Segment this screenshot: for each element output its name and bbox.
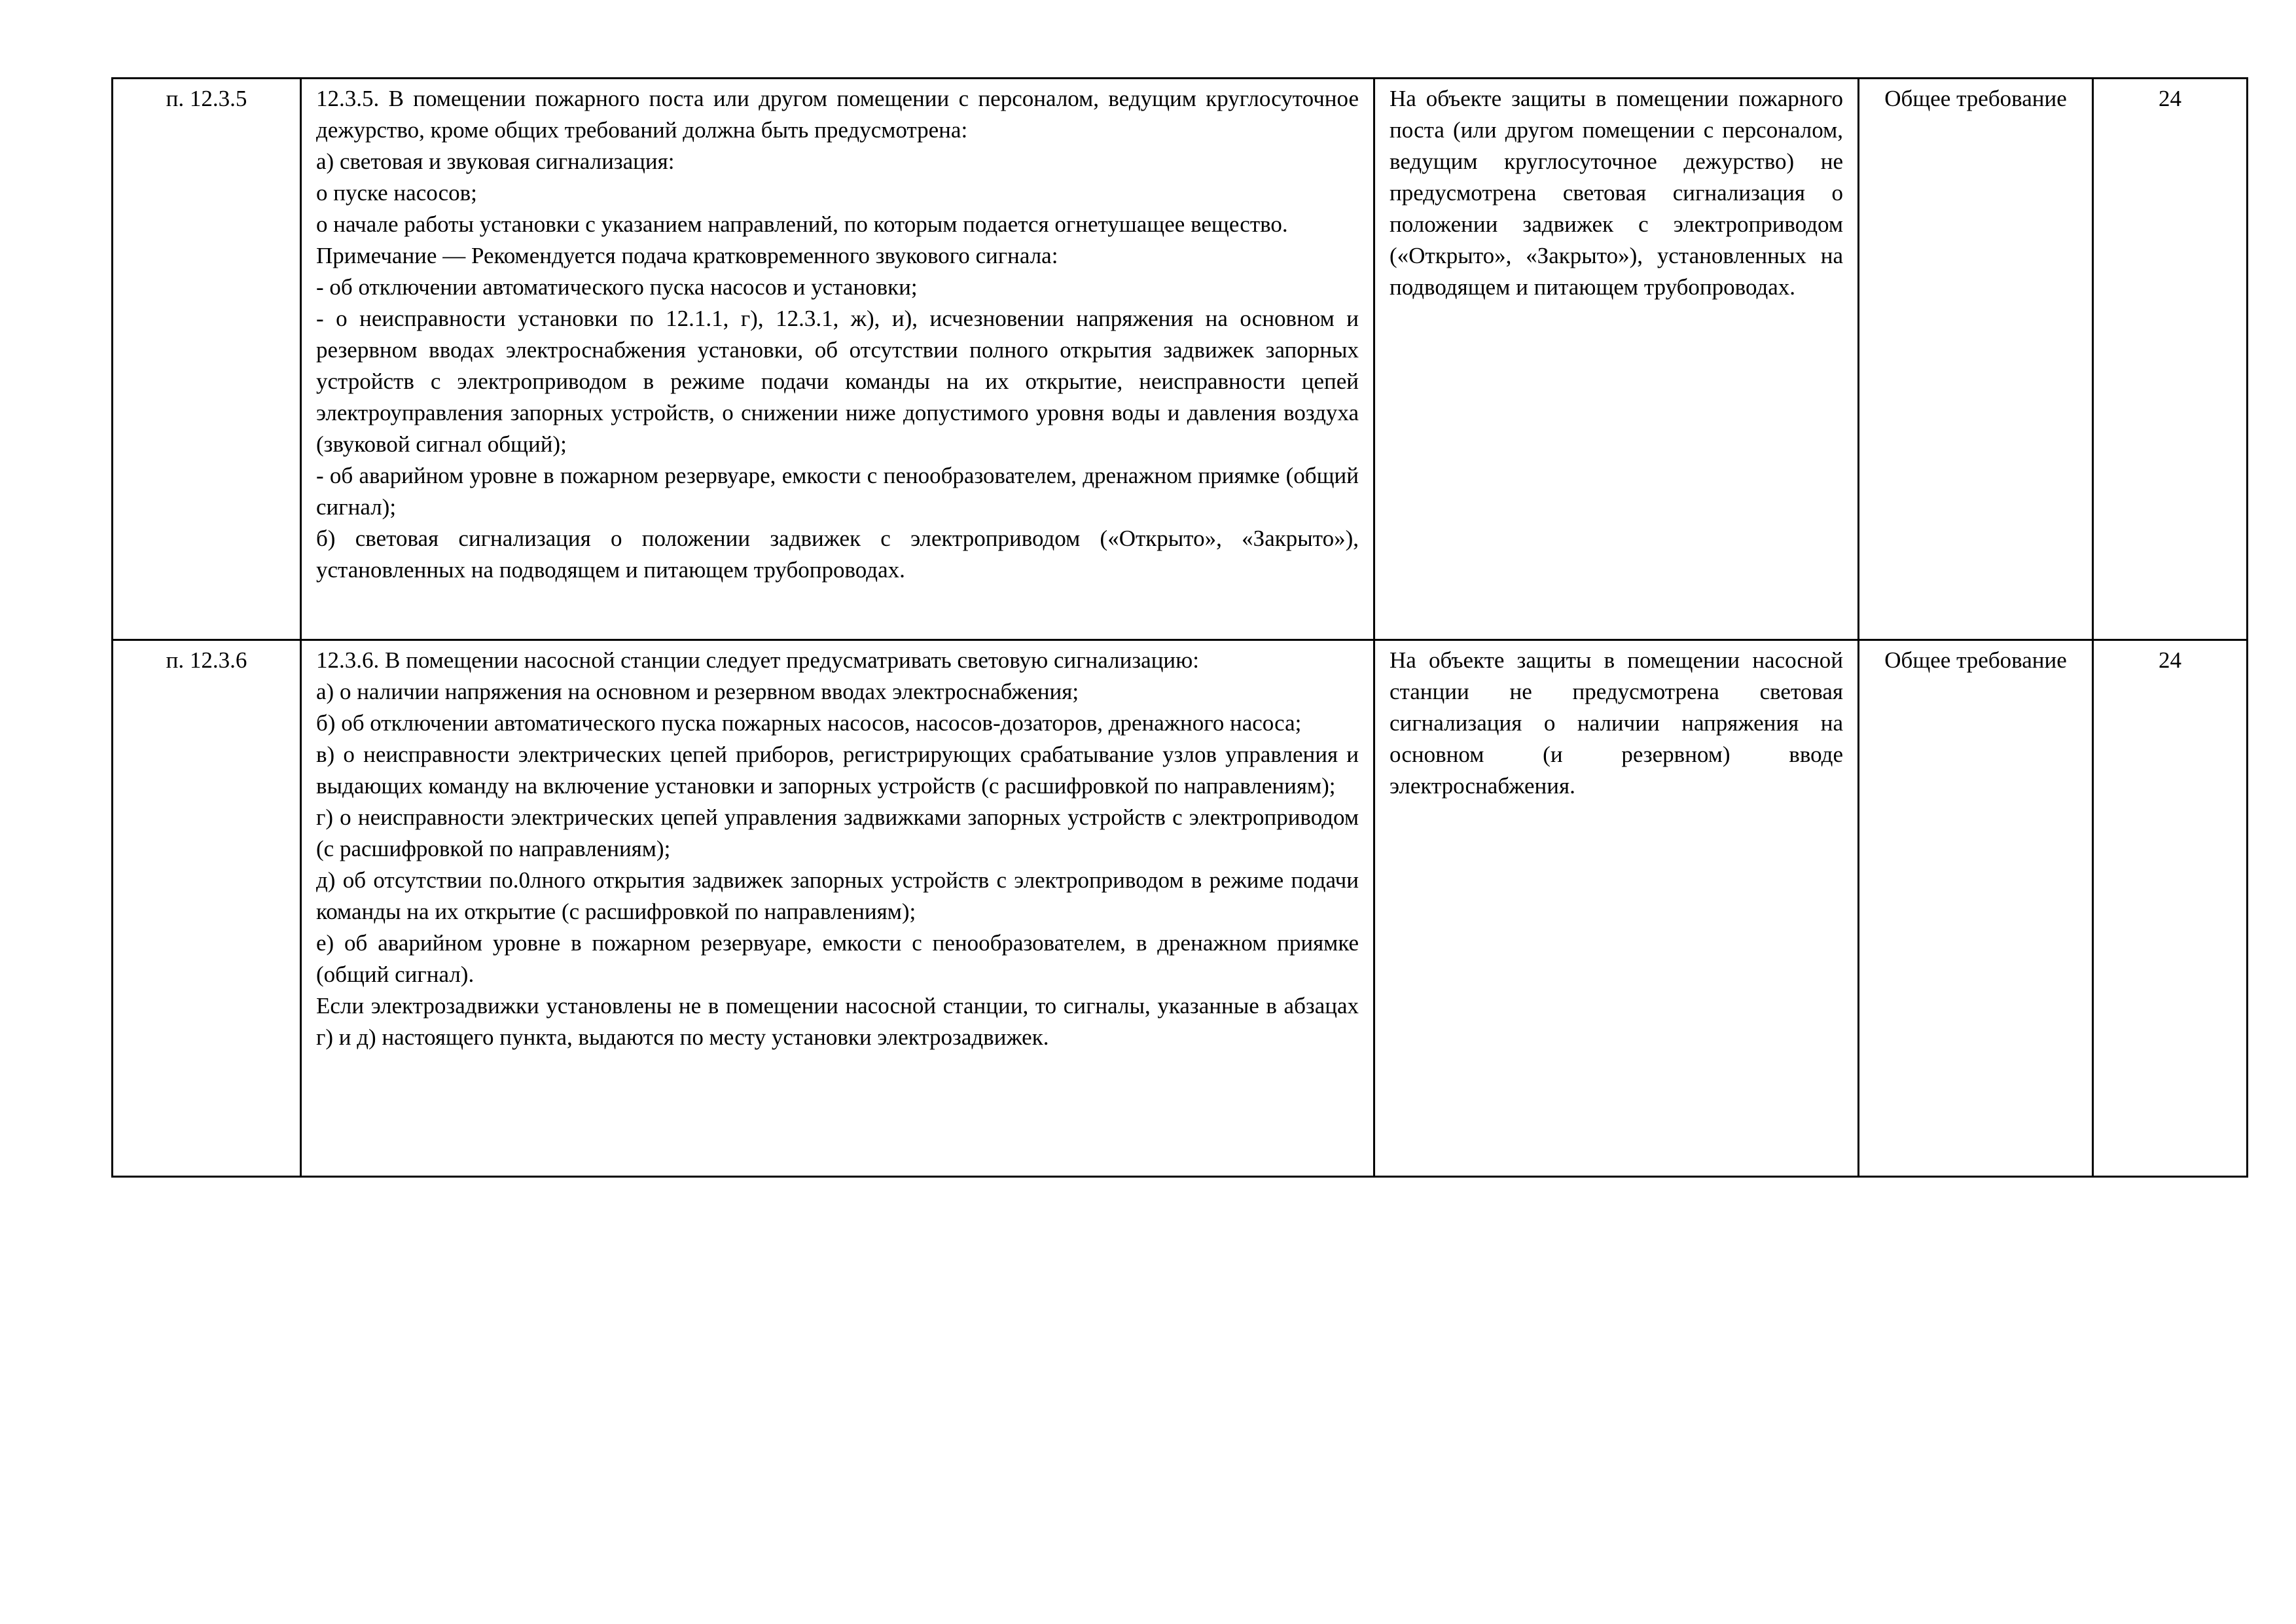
requirement-type: Общее требование [1884,647,2067,673]
type-cell [1859,640,2093,1177]
requirement-cell [301,79,1374,640]
violation-text: На объекте защиты в помещении насосной станции не предусмотрена световая сигнализация о наличии напряжения на основном (и резервном) вводе электроснабжения. [1390,647,1843,799]
table-row [113,640,2248,1177]
requirement-text: б) об отключении автоматического пуска пожарных насосов, насосов-дозаторов, дренажного насоса; [316,710,1302,736]
requirement-text: - о неисправности установки по 12.1.1, г), 12.3.1, ж), и), исчезновении напряжения на основном и резервном вводах электроснабжения установки, об отсутствии полного открытия задвижек запорных устройств с электроприводом в режиме подачи команды на их открытие, неисправности цепей электроуправления запорных устройств, о снижении ниже допустимого уровня воды и давления воздуха (звуковой сигнал общий); [316,306,1359,457]
requirement-text: о пуске насосов; [316,180,477,206]
requirement-text: - об отключении автоматического пуска насосов и установки; [316,274,918,300]
number-cell [2093,640,2248,1177]
requirement-text: 12.3.5. В помещении пожарного поста или другом помещении с персоналом, ведущим круглосуточное дежурство, кроме общих требований должна быть предусмотрена: [316,86,1359,143]
clause-cell [113,640,301,1177]
requirement-text: Если электрозадвижки установлены не в помещении насосной станции, то сигналы, указанные в абзацах г) и д) настоящего пункта, выдаются по месту установки электрозадвижек. [316,993,1359,1050]
requirement-text: б) световая сигнализация о положении задвижек с электроприводом («Открыто», «Закрыто»), установленных на подводящем и питающем трубопроводах. [316,526,1359,583]
requirement-text: г) о неисправности электрических цепей управления задвижками запорных устройств с электроприводом (с расшифровкой по направлениям); [316,804,1359,861]
requirement-text: а) световая и звуковая сигнализация: [316,149,675,174]
row-number: 24 [2159,647,2181,673]
requirement-text: 12.3.6. В помещении насосной станции следует предусматривать световую сигнализацию: [316,647,1200,673]
clause-cell [113,79,301,640]
table-row [113,79,2248,640]
requirement-cell [301,640,1374,1177]
number-cell [2093,79,2248,640]
violation-text: На объекте защиты в помещении пожарного поста (или другом помещении с персоналом, ведущим круглосуточное дежурство) не предусмотрена световая сигнализация о положении задвижек с электроприводом («Открыто», «Закрыто»), установленных на подводящем и питающем трубопроводах. [1390,86,1843,300]
requirement-type: Общее требование [1884,86,2067,111]
violation-cell [1374,640,1859,1177]
requirement-text: д) об отсутствии по.0лного открытия задвижек запорных устройств с электроприводом в режиме подачи команды на их открытие (с расшифровкой по направлениям); [316,867,1359,924]
requirements-table [111,77,2248,1178]
clause-ref: п. 12.3.6 [166,647,247,673]
requirement-text: - об аварийном уровне в пожарном резервуаре, емкости с пенообразователем, дренажном приямке (общий сигнал); [316,463,1359,520]
row-number: 24 [2159,86,2181,111]
requirement-text: Примечание — Рекомендуется подача кратковременного звукового сигнала: [316,243,1058,268]
clause-ref: п. 12.3.5 [166,86,247,111]
requirement-text: е) об аварийном уровне в пожарном резервуаре, емкости с пенообразователем, в дренажном приямке (общий сигнал). [316,930,1359,987]
violation-cell [1374,79,1859,640]
requirement-text: в) о неисправности электрических цепей приборов, регистрирующих срабатывание узлов управления и выдающих команду на включение установки и запорных устройств (с расшифровкой по направлениям); [316,742,1359,799]
requirement-text: о начале работы установки с указанием направлений, по которым подается огнетушащее вещество. [316,211,1288,237]
type-cell [1859,79,2093,640]
requirement-text: а) о наличии напряжения на основном и резервном вводах электроснабжения; [316,679,1079,704]
